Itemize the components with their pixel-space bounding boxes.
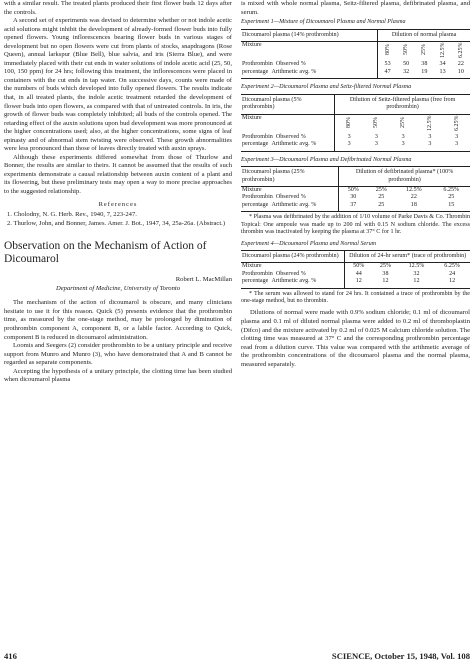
table-cell: 34 [439,61,446,68]
column-label: 50% [373,117,380,129]
column-label: 12.5% [439,42,446,58]
column-label: 25% [375,187,387,194]
page-footer [4,651,470,663]
table-cell: 38 [421,61,428,68]
article-title: Observation on the Mechanism of Action of Dicoumarol [4,240,207,266]
table-cell: 3 [363,141,390,151]
column-label: 25% [421,44,428,56]
body-paragraph: is mixed with whole normal plasma, Seitz-filtered plasma, defibrinated plasma, and serum. [241,0,470,16]
table-cell: 3 [416,141,443,151]
journal-citation: SCIENCE, October 15, 1948, Vol. 108 [331,651,470,661]
data-table [241,29,470,80]
table-caption: Experiment 2—Dicoumarol Plasma and Seitz-filtered Normal Plasma [241,84,412,91]
column-label: 50% [403,44,410,56]
table-cell: 47 [378,69,397,79]
table-cell: 3 [428,133,432,140]
reference-item: 2. Thurlow, John, and Bonner, James. Amer. J. Bot., 1947, 34, 25a-26a. (Abstract.) [7,219,226,227]
table-cell: 3 [443,141,470,151]
column-label: 80% [384,44,391,56]
table-cell: 50 [403,61,410,68]
reference-item: 1. Cholodny, N. G. Herb. Rev., 1940, 7, 223-247. [7,211,137,219]
data-table [241,166,470,212]
row-label: Prothrombin Observed % [241,134,335,141]
row-label: percentage Arithmetic avg. % [241,69,378,79]
page-number: 416 [4,651,17,661]
column-label: 80% [346,117,353,129]
table-caption: Experiment 4—Dicoumarol Plasma and Normal Serum [241,240,377,247]
column-label: 12.5% [405,187,422,194]
column-label: 6.25% [443,187,460,194]
table-cell: 44 [355,270,362,277]
author: Robert L. MacMillan [175,276,232,284]
row-label: percentage Arithmetic avg. % [241,141,335,151]
row-label: Mixture [241,263,345,271]
table-cell: 3 [401,133,405,140]
table-header-right: Dilution of 24-hr serum* (trace of prothrombin) [345,251,470,263]
table-cell: 18 [395,202,432,212]
column-label: 25% [379,263,392,270]
left-column [4,0,232,385]
table-cell: 3 [390,141,417,151]
row-label: Mixture [241,187,339,195]
body-paragraph: with a similar result. The treated plants produced their first flower buds 12 days after the controls. [4,0,232,16]
table-cell: 38 [382,270,389,277]
references-heading: References [98,200,138,208]
table-cell: 25 [378,194,385,201]
column-label: 25% [400,117,407,129]
table-footnote: * The serum was allowed to stand for 24 hrs. It contained a trace of prothrombin by the one-stage method, but no thrombin. [241,290,470,305]
table-header-right: Dilution of Seitz-filtered plasma (free from prothrombin) [335,94,470,114]
affiliation: Department of Medicine, University of Toronto [55,284,181,292]
row-label: Prothrombin Observed % [241,271,345,278]
table-cell: 25 [448,194,455,201]
data-table [241,94,470,152]
table-cell: 3 [335,141,363,151]
column-label: 6.25% [453,114,460,131]
table-cell: 32 [397,69,415,79]
row-label: percentage Arithmetic avg. % [241,202,339,212]
row-label: Mixture [241,114,335,134]
right-column [241,0,470,369]
table-cell: 12 [399,278,435,288]
body-paragraph: Accepting the hypothesis of a unitary principle, the clotting time has been studied when dicoumarol plasma [4,367,232,384]
table-caption: Experiment 1—Mixture of Dicoumarol Plasma and Normal Plasma [241,19,406,26]
column-label: 6.25% [457,42,464,58]
table-cell: 22 [410,194,417,201]
table-cell: 24 [449,270,456,277]
table-cell: 3 [374,133,378,140]
table-cell: 10 [452,69,470,79]
row-label: Prothrombin Observed % [241,194,339,201]
data-table [241,250,470,289]
row-label: percentage Arithmetic avg. % [241,278,345,288]
table-cell: 19 [415,69,433,79]
column-label: 6.25% [444,263,461,270]
body-paragraph: Although these experiments differed somewhat from those of Thurlow and Bonner, the results are similar to theirs. It cannot be assumed that the results of such experiments demonstrate a causal relationship between auxin content of a plant and its flowering, but these preliminary tests may open a way to more precise approaches to the suggested relationship. [4,153,232,196]
body-paragraph: A second set of experiments was devised to determine whether or not indole acetic acid solutions might inhibit the development of already-formed flower buds into fully opened flowers. Young inflorescences bearing flower buds in various stages of development but no open flowers were cut from plants of stocks, snapdragons (Rose Queen), annual larkspur (Blue Bell), blue salvia, and iris (Sierra Blue), and were immediately placed with their cut ends in water solutions of indole acetic acid (25, 50, 100, 150 ppm) for 24 hrs; following this treatment, the inflorescences were placed in containers with the cut ends in tap water. On successive days, counts were made of the numbers of buds which developed into fully opened flowers. The results indicate that, in all treated plants, the indole acetic treatment retarded the development of flower buds into open flowers, as compared with that of untreated controls. In iris, the growth of flower buds was completely inhibited; all buds of the controls opened. The retarding effect of the auxin solutions upon bud development was more pronounced at the higher concentrations used; also, at the higher concentrations, some signs of leaf epinasty and of abnormal stem twisting were observed. These growth abnormalities were less pronounced than those of leaves directly treated with auxin sprays. [4,17,232,153]
column-label: 12.5% [426,114,433,131]
table-header-left: Dicoumarol plasma (25% prothrombin) [241,167,339,187]
body-paragraph: The mechanism of the action of dicoumarol is obscure, and many clinicians hesitate to use it for this reason. Quick (5) presents evidence that the prothrombin time, as measured by the one-stage method, may be prolonged by diminution of prothrombin component A, component B, or a labile factor. According to Quick, component B is reduced in dicoumarol administration. [4,299,232,341]
table-cell: 32 [413,270,420,277]
table-footnote: * Plasma was defibrinated by the addition of 1/10 volume of Parke Davis & Co. Thrombin Topical: One ampoule was made up to 200 ml with 0.15 N sodium chloride. The excess thrombin was inactivated by keeping the plasma at 37° C for 1 hr. [241,214,470,236]
row-label: Mixture [241,42,378,62]
body-paragraph: Loomis and Seegers (2) consider prothrombin to be a unitary principle and receive support from Munro and Munro (3), who have demonstrated that A and B cannot be regarded as separate components. [4,342,232,367]
table-cell: 12 [345,278,372,288]
column-label: 50% [353,263,365,270]
table-header-right: Dilution of normal plasma [378,29,470,41]
table-cell: 12 [434,278,470,288]
table-cell: 37 [339,202,368,212]
table-header-left: Dicoumarol plasma (24% prothrombin) [241,251,345,263]
table-caption: Experiment 3—Dicoumarol Plasma and Defibrinated Normal Plasma [241,156,412,163]
body-paragraph: Dilutions of normal were made with 0.9% sodium chloride; 0.1 ml of dicoumarol plasma and 0.1 ml of diluted normal plasma were added to 0.2 ml of thromboplastin (Difco) and the mixture activated by 0.2 ml of 0.025 M calcium chloride solution. The clotting time was measured at 37° C and the corresponding prothrombin percentage read from a dilution curve. This value was compared with the arithmetic average of the prothrombin concentrations of the dicoumarol plasma and the normal plasma, measured separately. [241,309,470,368]
table-header-left: Dicoumarol plasma (5% prothrombin) [241,94,335,114]
table-cell: 13 [433,69,451,79]
table-cell: 22 [457,61,464,68]
column-label: 12.5% [408,263,425,270]
table-cell: 25 [367,202,395,212]
table-cell: 12 [372,278,398,288]
table-cell: 53 [384,61,391,68]
table-header-right: Dilution of defibrinated plasma* (100% prothrombin) [339,167,470,187]
table-header-left: Dicoumarol plasma (14% prothrombin) [241,29,378,41]
column-label: 50% [347,187,359,194]
row-label: Prothrombin Observed % [241,61,378,68]
table-cell: 3 [455,133,459,140]
table-cell: 15 [433,202,470,212]
table-cell: 30 [350,194,357,201]
table-cell: 3 [347,133,351,140]
